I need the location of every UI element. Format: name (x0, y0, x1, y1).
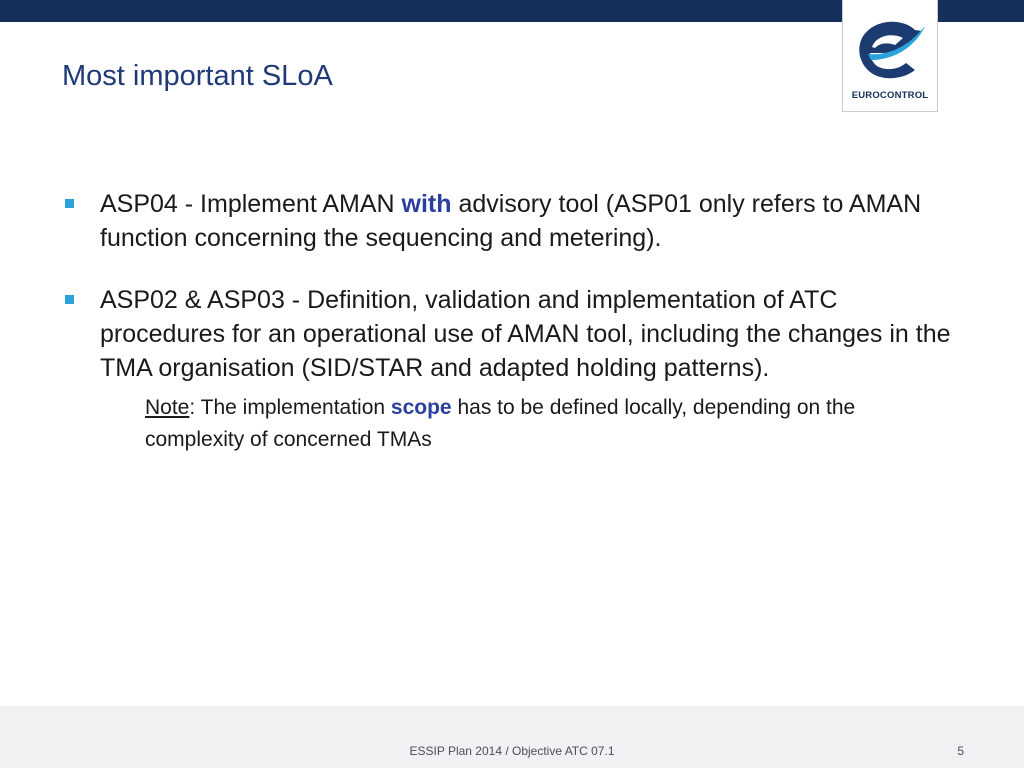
eurocontrol-e-emblem-icon (851, 20, 929, 86)
bullet-text-start: ASP04 - Implement AMAN (100, 190, 402, 218)
bullet-highlight: with (401, 190, 452, 218)
bullet-text: ASP02 & ASP03 - Definition, validation and implementation of ATC procedures for an operational use of AMAN tool, including the changes in the TMA organisation (SID/STAR and adapted holding patterns). (100, 286, 951, 382)
slide-content (62, 187, 962, 456)
logo-text: EUROCONTROL (851, 90, 929, 101)
bullet-square-icon (65, 295, 74, 304)
page-number: 5 (957, 744, 964, 758)
note-label: Note (145, 396, 190, 419)
bullet-square-icon (65, 199, 74, 208)
slide-title: Most important SLoA (62, 60, 333, 92)
eurocontrol-logo (842, 0, 938, 112)
note-text-end: has to be defined locally, depending on the complexity of concerned TMAs (145, 396, 856, 451)
bullet-item (62, 187, 962, 255)
footer-text: ESSIP Plan 2014 / Objective ATC 07.1 (409, 744, 615, 758)
note-highlight: scope (390, 396, 452, 419)
note-paragraph (145, 392, 945, 456)
note-text-start: : The implementation (189, 396, 391, 419)
slide-footer (0, 706, 1024, 768)
bullet-text-end: advisory tool (ASP01 only refers to AMAN function concerning the sequencing and metering). (100, 190, 922, 252)
bullet-item (62, 283, 962, 385)
